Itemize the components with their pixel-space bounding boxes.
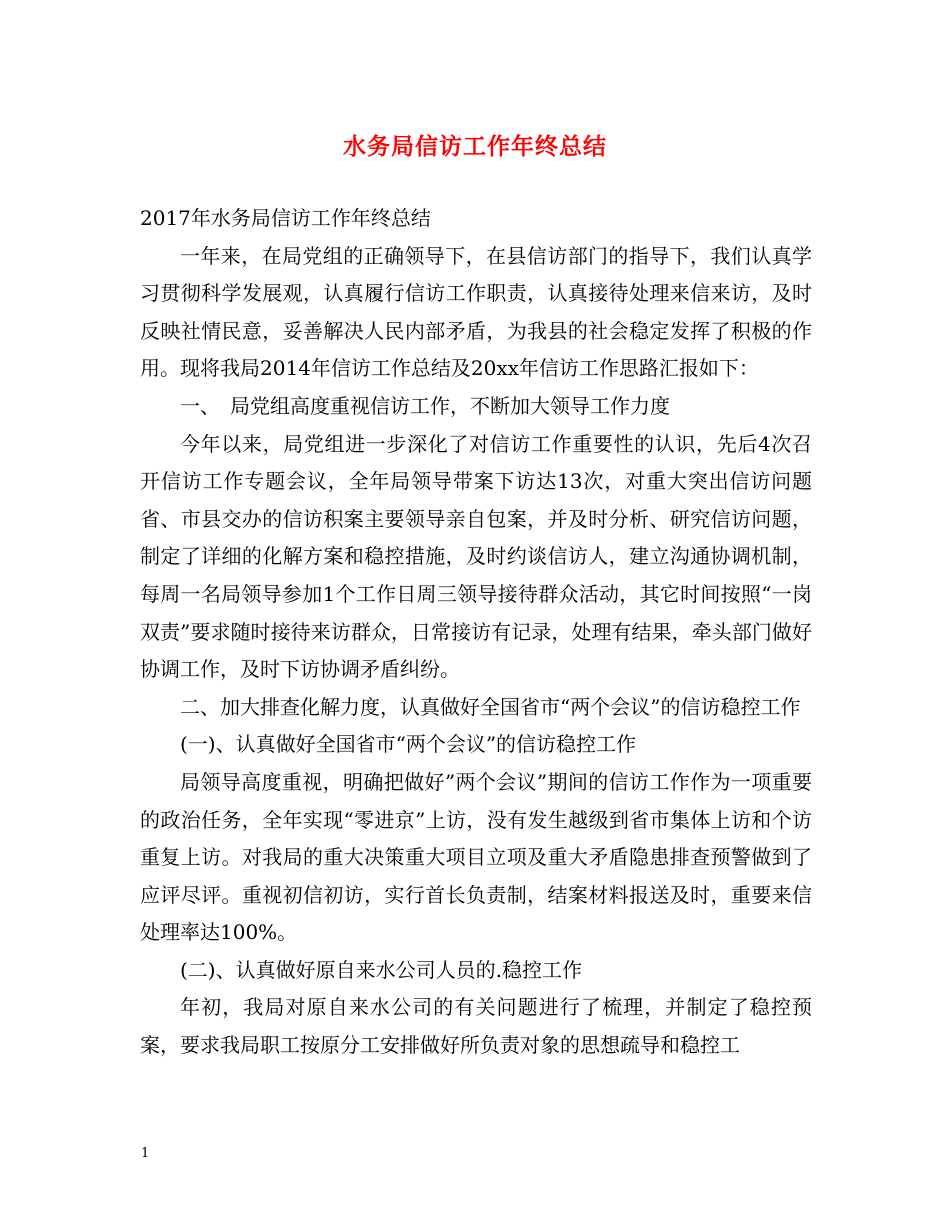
section-heading: 二、加大排查化解力度，认真做好全国省市“两个会议”的信访稳控工作 xyxy=(180,694,801,719)
subsection-heading: (一)、认真做好全国省市“两个会议”的信访稳控工作 xyxy=(180,732,637,757)
document-title: 水务局信访工作年终总结 xyxy=(343,133,607,160)
document-body xyxy=(140,200,812,1065)
subsection-heading: (二)、认真做好原自来水公司人员的.稳控工作 xyxy=(180,957,582,982)
paragraph: 今年以来，局党组进一步深化了对信访工作重要性的认识，先后4次召开信访工作专题会议，全年局领导带案下访达13次，对重大突出信访问题省、市县交办的信访积案主要领导亲自包案，并及时分析、研究信访问题，制定了详细的化解方案和稳控措施，及时约谈信访人，建立沟通协调机制，每周一名局领导参加1个工作日周三领导接待群众活动，其它时间按照“一岗双责”要求随时接待来访群众，日常接访有记录，处理有结果，牵头部门做好协调工作，及时下访协调矛盾纠纷。 xyxy=(140,431,812,682)
section-heading: 一、 局党组高度重视信访工作，不断加大领导工作力度 xyxy=(180,393,670,418)
paragraph: 年初，我局对原自来水公司的有关问题进行了梳理，并制定了稳控预案，要求我局职工按原分工安排做好所负责对象的思想疏导和稳控工 xyxy=(140,995,812,1058)
paragraph: 一年来，在局党组的正确领导下，在县信访部门的指导下，我们认真学习贯彻科学发展观，认真履行信访工作职责，认真接待处理来信来访，及时反映社情民意，妥善解决人民内部矛盾，为我县的社会稳定发挥了积极的作用。现将我局2014年信访工作总结及20xx年信访工作思路汇报如下： xyxy=(140,243,812,381)
paragraph: 局领导高度重视，明确把做好”两个会议”期间的信访工作作为一项重要的政治任务，全年实现“零进京”上访，没有发生越级到省市集体上访和个访重复上访。对我局的重大决策重大项目立项及重大矛盾隐患排查预警做到了应评尽评。重视初信初访，实行首长负责制，结案材料报送及时，重要来信处理率达100%。 xyxy=(140,769,812,945)
paragraph-heading: 2017年水务局信访工作年终总结 xyxy=(140,206,431,230)
page-number: 1 xyxy=(141,1146,150,1161)
